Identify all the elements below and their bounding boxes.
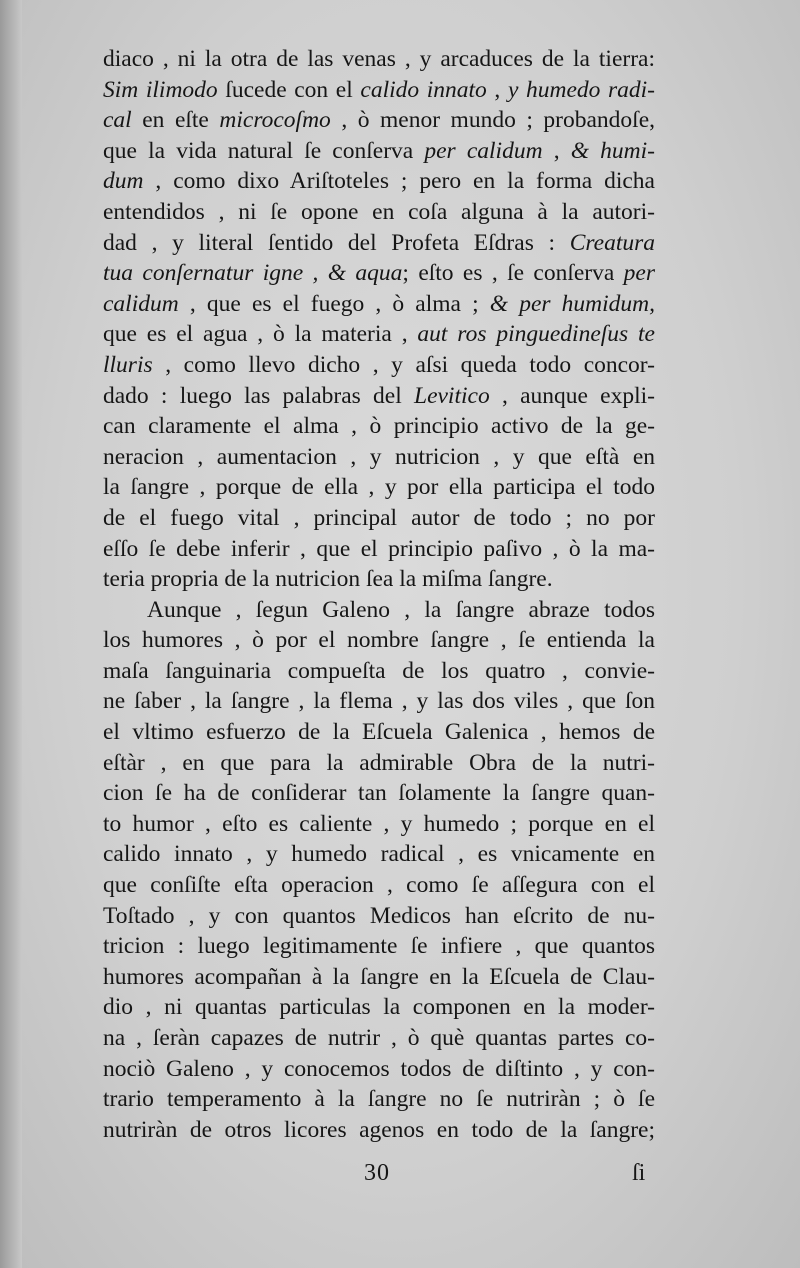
text-segment: Aunque , ſegun Galeno , la ſangre abraze todos: [147, 596, 655, 623]
italic-text-segment: calido innato: [360, 76, 487, 103]
text-segment: maſa ſanguinaria compueſta de los quatro , convie-: [103, 657, 655, 684]
text-segment: neracion , aumentacion , y nutricion , y que eſtà en: [103, 443, 655, 470]
text-line: [103, 534, 655, 565]
text-line: [103, 136, 655, 167]
text-line: [103, 75, 655, 106]
text-segment: los humores , ò por el nombre ſangre , ſe entienda la: [103, 627, 655, 654]
page-footer: [0, 1160, 800, 1200]
text-line: [103, 1115, 655, 1146]
text-line: [103, 442, 655, 473]
text-segment: humores acompañan à la ſangre en la Eſcuela de Clau-: [103, 963, 655, 990]
text-segment: calido innato , y humedo radical , es vnicamente en: [103, 841, 655, 868]
italic-text-segment: Creatura: [569, 229, 655, 256]
text-segment: nutriràn de otros licores agenos en todo de la ſangre;: [103, 1116, 655, 1143]
text-line: [103, 350, 655, 381]
italic-text-segment: dum: [103, 168, 144, 195]
text-segment: ; eſto es , ſe conſerva: [402, 260, 624, 287]
text-segment: na , ſeràn capazes de nutrir , ò què quantas partes co-: [103, 1025, 655, 1051]
page-gutter-shadow: [0, 0, 22, 1268]
text-line: [103, 1023, 655, 1054]
text-segment: cion ſe ha de conſiderar tan ſolamente la ſangre quan-: [103, 780, 655, 807]
italic-text-segment: lluris: [103, 351, 153, 378]
italic-text-segment: Levitico: [414, 382, 490, 409]
text-segment: la ſangre , porque de ella , y por ella participa el todo: [103, 474, 655, 501]
text-line: [103, 44, 655, 75]
text-segment: que conſiſte eſta operacion , como ſe aſſegura con el: [103, 872, 655, 899]
text-segment: dado : luego las palabras del: [103, 382, 414, 409]
text-line: [103, 686, 655, 717]
page-text-block: [103, 44, 655, 1145]
text-line: [103, 228, 655, 259]
text-segment: eſtàr , en que para la admirable Obra de la nutri-: [103, 749, 655, 776]
catchword: ſi: [632, 1160, 646, 1186]
text-segment: , que es el fuego , ò alma ;: [178, 290, 490, 317]
text-line: [103, 319, 655, 350]
text-line: [103, 197, 655, 228]
text-segment: nociò Galeno , y conocemos todos de diſtinto , y con-: [103, 1055, 655, 1082]
text-line: [103, 472, 655, 503]
text-line: [103, 839, 655, 870]
text-line: [103, 901, 655, 932]
italic-text-segment: aut ros pinguedineſus te: [417, 321, 655, 348]
text-segment: can claramente el alma , ò principio activo de la ge-: [103, 413, 655, 440]
italic-text-segment: per: [623, 260, 655, 287]
text-line: [103, 503, 655, 534]
italic-text-segment: cal: [103, 107, 132, 134]
text-line: [103, 1054, 655, 1085]
text-segment: de el fuego vital , principal autor de todo ; no por: [103, 504, 655, 531]
text-segment: , ò menor mundo ; probandoſe,: [330, 107, 656, 134]
text-line: [103, 778, 655, 809]
text-segment: , aunque expli-: [489, 382, 655, 409]
text-line: [103, 992, 655, 1023]
text-line: [103, 717, 655, 748]
text-segment: ,: [486, 76, 508, 103]
italic-text-segment: tua conſernatur igne , & aqua: [103, 260, 403, 287]
text-segment: ,: [542, 137, 571, 164]
text-line: [103, 748, 655, 779]
text-segment: , como llevo dicho , y aſsi queda todo concor-: [152, 351, 655, 378]
text-segment: ſucede con el: [217, 76, 361, 103]
text-line: [103, 289, 655, 320]
italic-text-segment: & humi-: [570, 137, 655, 164]
text-line: [103, 105, 655, 136]
text-segment: to humor , eſto es caliente , y humedo ; porque en el: [103, 810, 655, 837]
text-line: [103, 870, 655, 901]
text-line: [103, 595, 655, 626]
text-segment: teria propria de la nutricion ſea la miſma ſangre.: [103, 566, 553, 593]
text-segment: tricion : luego legitimamente ſe infiere , que quantos: [103, 933, 655, 960]
text-line: [103, 166, 655, 197]
text-segment: Toſtado , y con quantos Medicos han eſcrito de nu-: [103, 902, 655, 929]
text-line: [103, 411, 655, 442]
text-line: [103, 564, 655, 595]
text-segment: que la vida natural ſe conſerva: [103, 137, 425, 164]
italic-text-segment: per calidum: [424, 137, 543, 164]
text-segment: eſſo ſe debe inferir , que el principio paſivo , ò la ma-: [103, 535, 655, 562]
text-segment: diaco , ni la otra de las venas , y arcaduces de la tierra:: [103, 46, 655, 72]
text-line: [103, 809, 655, 840]
text-segment: dio , ni quantas particulas la componen en la moder-: [103, 994, 655, 1021]
italic-text-segment: Sim ilimodo: [103, 76, 218, 103]
text-line: [103, 1084, 655, 1115]
text-segment: trario temperamento à la ſangre no ſe nutriràn ; ò ſe: [103, 1086, 655, 1113]
text-segment: entendidos , ni ſe opone en coſa alguna à la autori-: [103, 198, 655, 225]
text-segment: que es el agua , ò la materia ,: [103, 321, 418, 348]
text-line: [103, 656, 655, 687]
text-line: [103, 625, 655, 656]
italic-text-segment: y humedo radi-: [507, 76, 656, 103]
text-line: [103, 962, 655, 993]
text-segment: el vltimo esfuerzo de la Eſcuela Galenica , hemos de: [103, 719, 655, 746]
text-line: [103, 258, 655, 289]
text-segment: dad , y literal ſentido del Profeta Eſdras :: [103, 229, 570, 256]
italic-text-segment: & per humidum,: [489, 290, 656, 317]
text-line: [103, 931, 655, 962]
italic-text-segment: microcoſmo: [219, 107, 331, 134]
text-segment: ne ſaber , la ſangre , la flema , y las dos viles , que ſon: [103, 688, 655, 715]
italic-text-segment: calidum: [103, 290, 179, 317]
page-number: 30: [364, 1160, 390, 1186]
text-segment: en eſte: [131, 107, 220, 134]
text-segment: , como dixo Ariſtoteles ; pero en la forma dicha: [143, 168, 655, 195]
text-line: [103, 381, 655, 412]
